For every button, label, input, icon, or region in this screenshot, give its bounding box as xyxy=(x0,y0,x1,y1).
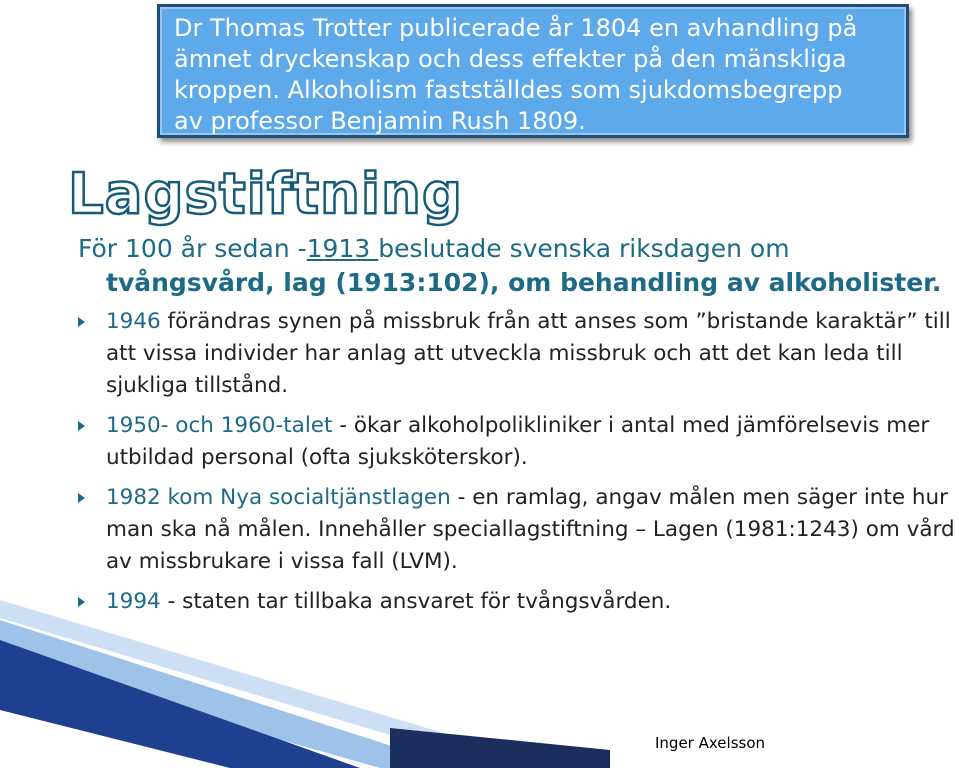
bullet-text: - staten tar tillbaka ansvaret för tvångsvården. xyxy=(160,589,672,614)
decorative-stripes xyxy=(0,600,620,768)
bullet-highlight: 1982 kom Nya socialtjänstlagen xyxy=(106,485,451,510)
triangle-right-icon xyxy=(78,317,85,327)
triangle-right-icon xyxy=(78,493,85,503)
footer-author: Inger Axelsson xyxy=(655,734,766,752)
triangle-right-icon xyxy=(78,421,85,431)
list-item xyxy=(78,482,958,578)
slide-title: Lagstiftning xyxy=(68,162,464,227)
intro-part2: beslutade svenska riksdagen om xyxy=(378,234,790,263)
callout-line-2: ämnet dryckenskap och dess effekter på den mänskliga xyxy=(174,45,847,73)
intro-line2: tvångsvård, lag (1913:102), om behandling av alkoholister. xyxy=(106,268,942,297)
bullet-highlight: 1994 xyxy=(106,589,161,614)
intro-paragraph xyxy=(78,232,948,300)
callout-line-3: kroppen. Alkoholism fastställdes som sjukdomsbegrepp xyxy=(174,76,843,104)
list-item xyxy=(78,410,958,474)
list-item xyxy=(78,306,958,402)
info-callout-box xyxy=(157,4,909,138)
intro-part1: För 100 år sedan - xyxy=(78,234,307,263)
bullet-text: - ökar alkoholpolikliniker i antal med jämförelsevis mer utbildad personal (ofta sjuksköterskor). xyxy=(106,413,930,470)
intro-year: 1913 xyxy=(306,234,379,263)
callout-line-4: av professor Benjamin Rush 1809. xyxy=(174,107,586,135)
bullet-text: - en ramlag, angav målen men säger inte hur man ska nå målen. Innehåller speciallagstiftning – Lagen (1981:1243) om vård av missbrukare i vissa fall (LVM). xyxy=(106,485,955,574)
bullet-highlight: 1946 xyxy=(106,309,161,334)
bullet-highlight: 1950- och 1960-talet xyxy=(106,413,333,438)
callout-line-1: Dr Thomas Trotter publicerade år 1804 en avhandling på xyxy=(174,14,858,42)
stripe-bottom xyxy=(390,728,610,768)
bullet-text: förändras synen på missbruk från att anses som ”bristande karaktär” till att vissa individer har anlag att utveckla missbruk och att det kan leda till sjukliga tillstånd. xyxy=(106,309,951,398)
bullet-list xyxy=(78,306,958,626)
